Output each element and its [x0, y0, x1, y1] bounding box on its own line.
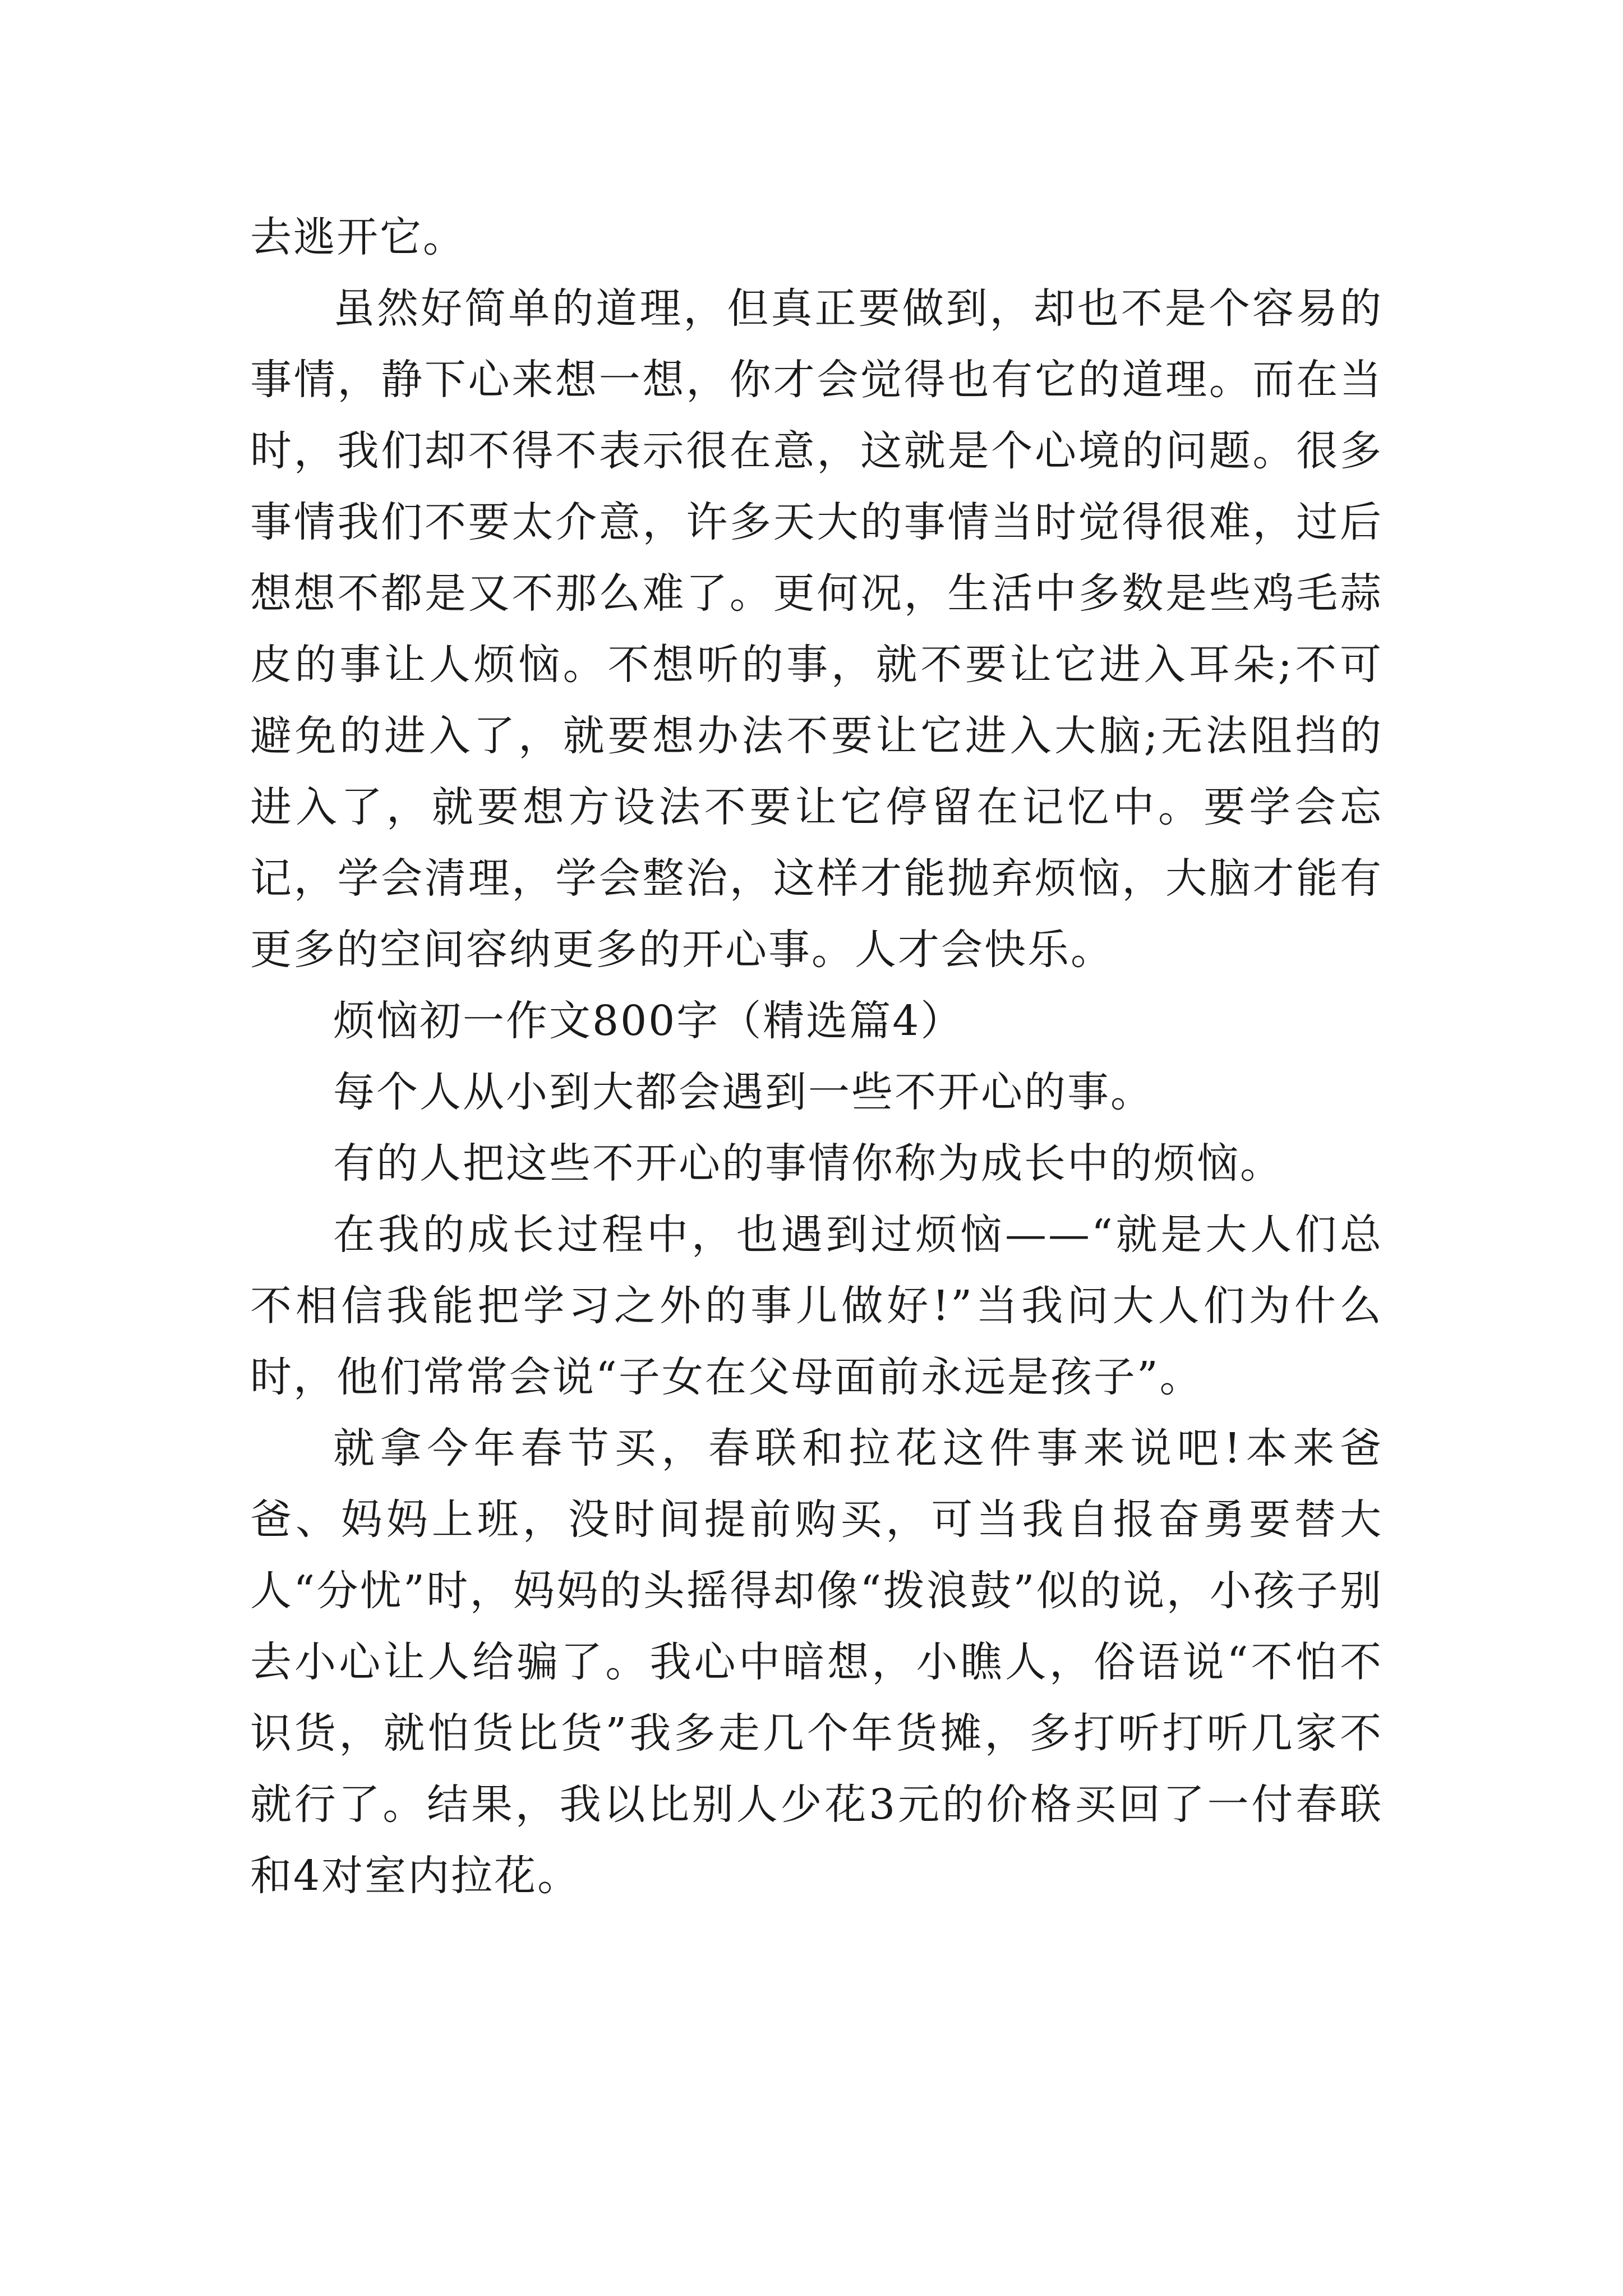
document-page	[250, 202, 1383, 1912]
paragraph-2: 虽然好简单的道理，但真正要做到，却也不是个容易的事情，静下心来想一想，你才会觉得也有它的道理。而在当时，我们却不得不表示很在意，这就是个心境的问题。很多事情我们不要太介意，许多天大的事情当时觉得很难，过后想想不都是又不那么难了。更何况，生活中多数是些鸡毛蒜皮的事让人烦恼。不想听的事，就不要让它进入耳朵;不可避免的进入了，就要想办法不要让它进入大脑;无法阻挡的进入了，就要想方设法不要让它停留在记忆中。要学会忘记，学会清理，学会整治，这样才能抛弃烦恼，大脑才能有更多的空间容纳更多的开心事。人才会快乐。	[250, 284, 1383, 974]
paragraph-6: 在我的成长过程中，也遇到过烦恼——“就是大人们总不相信我能把学习之外的事儿做好!”当我问大人们为什么时，他们常常会说“子女在父母面前永远是孩子”。	[250, 1211, 1383, 1401]
paragraph-5: 有的人把这些不开心的事情你称为成长中的烦恼。	[333, 1139, 1283, 1188]
paragraph-7: 就拿今年春节买，春联和拉花这件事来说吧!本来爸爸、妈妈上班，没时间提前购买，可当我自报奋勇要替大人“分忧”时，妈妈的头摇得却像“拨浪鼓”似的说，小孩子别去小心让人给骗了。我心中暗想，小瞧人，俗语说“不怕不识货，就怕货比货”我多走几个年货摊，多打听打听几家不就行了。结果，我以比别人少花3元的价格买回了一付春联和4对室内拉花。	[250, 1424, 1383, 1900]
paragraph-1: 去逃开它。	[250, 213, 466, 261]
paragraph-4: 每个人从小到大都会遇到一些不开心的事。	[333, 1068, 1154, 1116]
section-heading: 烦恼初一作文800字（精选篇4）	[333, 997, 964, 1045]
